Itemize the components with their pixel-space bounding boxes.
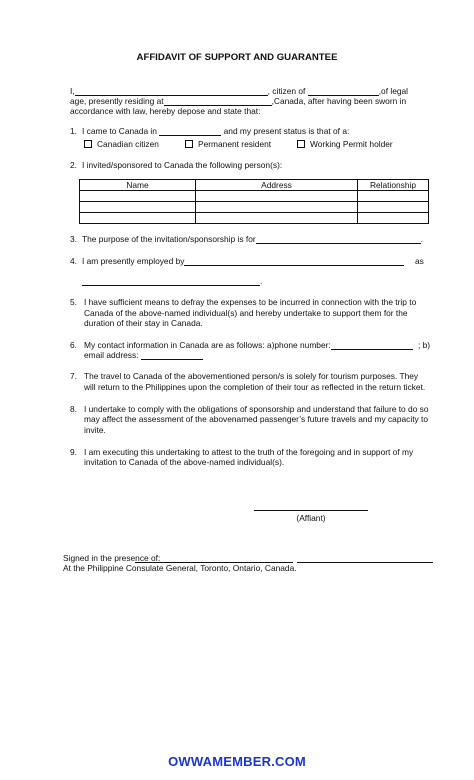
name-blank[interactable] [75,86,268,96]
item-7-line-1: The travel to Canada of the abovementioned person/s is solely for tourism purposes. They [84,371,419,381]
item-8-line-3: invite. [84,425,106,435]
table-cell[interactable] [80,191,196,202]
residence-blank[interactable] [164,96,272,106]
item-2-number: 2. [70,160,77,170]
item-9-number: 9. [70,447,77,457]
item-9-line-1: I am executing this undertaking to attest to the truth of the foregoing and in support of my [84,447,414,457]
item-8-line-1: I undertake to comply with the obligations of sponsorship and understand that failure to do so [84,404,429,414]
brand-watermark: OWWAMEMBER.COM [168,754,306,769]
item-8-number: 8. [70,404,77,414]
item-6-number: 6. [70,340,77,350]
table-cell[interactable] [80,202,196,213]
affiant-signature-line[interactable] [254,510,368,511]
table-cell[interactable] [358,202,429,213]
purpose-blank[interactable] [256,234,421,244]
intro-line-2: age, presently residing at ,Canada, after having been sworn in [70,96,407,106]
checkbox-icon[interactable] [84,140,92,148]
header-relationship: Relationship [358,180,429,191]
document-title: AFFIDAVIT OF SUPPORT AND GUARANTEE [136,52,338,63]
status-option-working-permit[interactable]: Working Permit holder [297,139,393,149]
item-4-line-2: . [82,276,262,286]
item-8-line-2: may affect the assessment of the abovenamed passenger’s future travels and my capacity to [84,414,429,424]
table-header-row [80,180,429,191]
table-cell[interactable] [196,202,358,213]
header-address: Address [196,180,358,191]
item-4-as: as [415,256,424,266]
item-3-line: The purpose of the invitation/sponsorship is for . [82,234,423,244]
arrival-year-blank[interactable] [159,126,221,136]
table-row [80,191,429,202]
item-5-number: 5. [70,297,77,307]
signed-presence-label: Signed in the presence of: [63,553,161,563]
employer-blank[interactable] [184,256,404,266]
position-blank[interactable] [82,276,260,286]
table-row [80,202,429,213]
checkbox-icon[interactable] [185,140,193,148]
item-1-number: 1. [70,126,77,136]
item-9-line-2: invitation to Canada of the above-named individual(s). [84,457,285,467]
intro-line-3: accordance with law, hereby depose and state that: [70,106,261,116]
item-1-line: I came to Canada in and my present status is that of a: [82,126,350,136]
table-cell[interactable] [196,191,358,202]
item-5-line-2: Canada of the above-named individual(s) and hereby undertake to support them for the [84,308,408,318]
item-4-line: I am presently employed by [82,256,404,266]
table-cell[interactable] [358,213,429,224]
citizenship-blank[interactable] [308,86,379,96]
item-7-line-2: will return to the Philippines upon the completion of their tour as reflected in the return ticket. [84,382,426,392]
item-7-number: 7. [70,371,77,381]
item-6-line-1: My contact information in Canada are as follows: a)phone number: [84,340,413,350]
item-2-text: I invited/sponsored to Canada the following person(s): [82,160,283,170]
table-cell[interactable] [80,213,196,224]
email-blank[interactable] [141,350,203,360]
table-cell[interactable] [196,213,358,224]
status-option-canadian[interactable]: Canadian citizen [84,139,159,149]
item-6-b-label: ; b) [418,340,431,350]
table-row [80,213,429,224]
item-4-number: 4. [70,256,77,266]
status-option-permanent[interactable]: Permanent resident [185,139,271,149]
checkbox-icon[interactable] [297,140,305,148]
affiant-label: (Affiant) [296,513,326,523]
item-5-line-1: I have sufficient means to defray the expenses to be incurred in connection with the trip to [84,297,417,307]
phone-blank[interactable] [331,340,413,350]
intro-line-1: I, , citizen of ,of legal [70,86,409,96]
item-6-line-2: email address: [84,350,203,360]
consulate-line: At the Philippine Consulate General, Toronto, Ontario, Canada. [63,563,297,573]
invitee-table [79,179,429,224]
item-3-number: 3. [70,234,77,244]
header-name: Name [80,180,196,191]
item-5-line-3: duration of their stay in Canada. [84,318,203,328]
table-cell[interactable] [358,191,429,202]
witness-2-signature-line[interactable] [297,562,433,563]
